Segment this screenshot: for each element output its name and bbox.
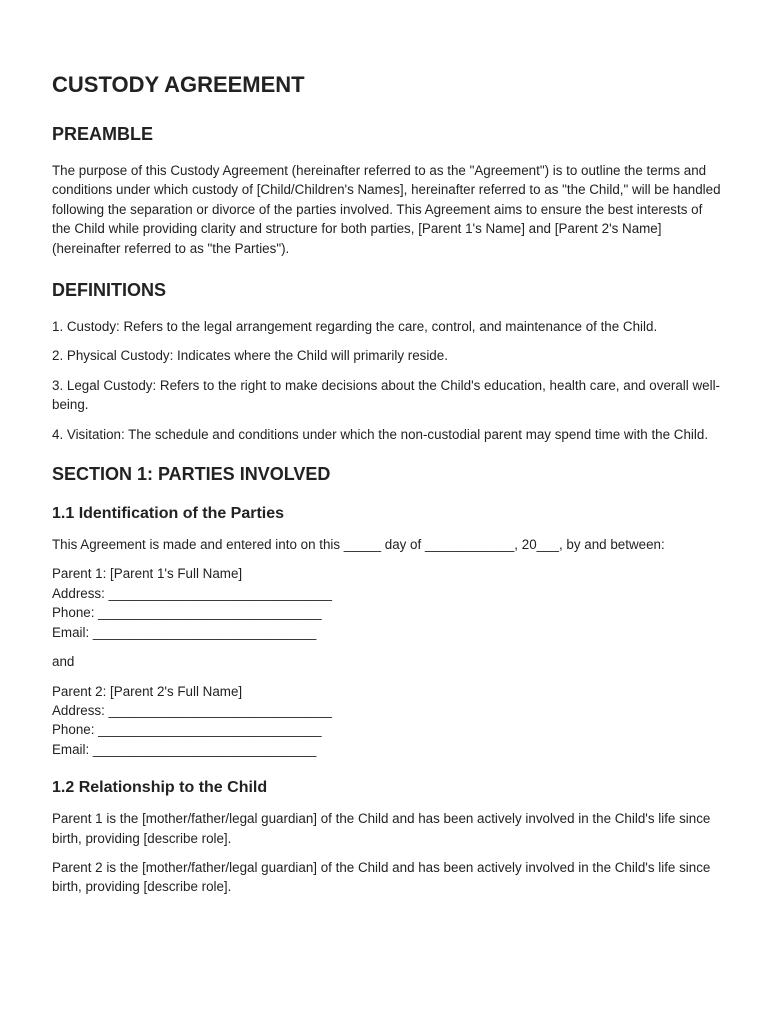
identification-heading: 1.1 Identification of the Parties — [52, 505, 285, 523]
parent1-address-field: Address: ______________________________ — [52, 585, 332, 601]
definitions-heading: DEFINITIONS — [52, 280, 167, 301]
definition-item-physical-custody: 2. Physical Custody: Indicates where the Child will primarily reside. — [52, 348, 448, 364]
preamble-text: The purpose of this Custody Agreement (hereinafter referred to as the "Agreement") is to outline the terms and conditions under which custody of [Child/Children's Names], hereinafter referred to as "the Child," will be handled following the separation or divorce of the parties involved. This Agreement aims to ensure the best interests of the Child while providing clarity and structure for both parties, [Parent 1's Name] and [Parent 2's Name] (hereinafter referred to as "the Parties"). — [52, 163, 721, 256]
section1-heading: SECTION 1: PARTIES INVOLVED — [52, 464, 331, 485]
document-page — [52, 72, 722, 907]
relationship-parent1: Parent 1 is the [mother/father/legal guardian] of the Child and has been actively involved in the Child's life since birth, providing [describe role]. — [52, 811, 711, 846]
parent2-block — [52, 682, 722, 760]
parent1-name: Parent 1: [Parent 1's Full Name] — [52, 566, 243, 582]
document-title: CUSTODY AGREEMENT — [52, 72, 305, 97]
relationship-parent2: Parent 2 is the [mother/father/legal guardian] of the Child and has been actively involved in the Child's life since birth, providing [describe role]. — [52, 859, 711, 895]
parent1-block — [52, 564, 722, 642]
parent1-email-field: Email: ______________________________ — [52, 624, 317, 640]
preamble-heading: PREAMBLE — [52, 124, 154, 144]
agreement-intro: This Agreement is made and entered into on this _____ day of ____________, 20___, by and between: — [52, 537, 665, 553]
relationship-heading: 1.2 Relationship to the Child — [52, 779, 268, 797]
definition-item-custody: 1. Custody: Refers to the legal arrangement regarding the care, control, and maintenance of the Child. — [52, 319, 658, 335]
definition-item-visitation: 4. Visitation: The schedule and conditions under which the non-custodial parent may spend time with the Child. — [52, 426, 709, 442]
parent2-phone-field: Phone: ______________________________ — [52, 722, 322, 738]
and-separator: and — [52, 654, 75, 670]
parent2-address-field: Address: ______________________________ — [52, 702, 332, 718]
parent2-name: Parent 2: [Parent 2's Full Name] — [52, 683, 243, 699]
parent1-phone-field: Phone: ______________________________ — [52, 605, 322, 621]
definition-item-legal-custody: 3. Legal Custody: Refers to the right to make decisions about the Child's education, health care, and overall well-being. — [52, 377, 721, 413]
parent2-email-field: Email: ______________________________ — [52, 741, 317, 757]
